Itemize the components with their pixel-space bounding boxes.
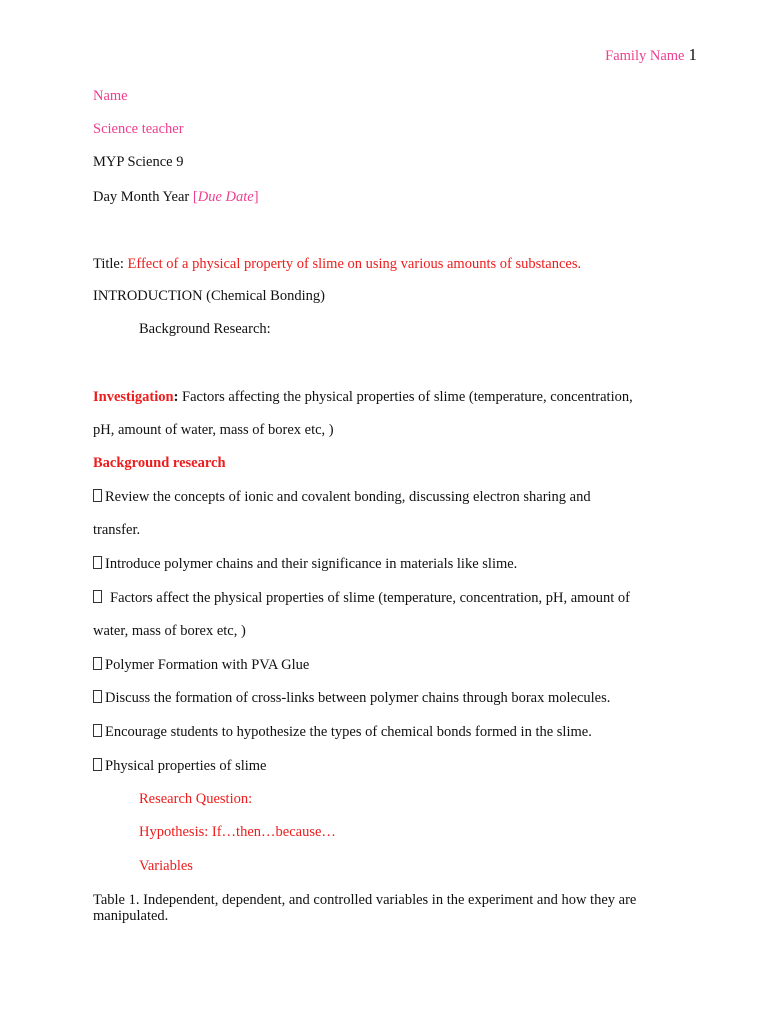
introduction-heading: INTRODUCTION (Chemical Bonding) (93, 288, 325, 304)
research-question: Research Question: (139, 791, 253, 807)
bullet-7 (93, 757, 266, 775)
bullet-box-icon (93, 724, 102, 737)
investigation-colon: : (173, 389, 179, 405)
due-date: Due Date (197, 189, 254, 205)
page-header (605, 45, 697, 66)
background-research-heading: Background Research: (139, 321, 271, 337)
date-text: Day Month Year (93, 189, 193, 205)
bracket-close: ] (253, 189, 259, 205)
page-number: 1 (688, 45, 697, 64)
bullet-3-line-1 (93, 589, 630, 607)
bullet-box-icon (93, 556, 102, 569)
bullet-box-icon (93, 657, 102, 670)
bullet-3-text: Factors affect the physical properties of slime (temperature, concentration, pH, amount of (110, 590, 630, 606)
title-label: Title: (93, 256, 128, 272)
investigation-text: Factors affecting the physical properties of slime (temperature, concentration, (178, 389, 633, 405)
bullet-box-icon (93, 489, 102, 502)
bullet-box-icon (93, 590, 102, 603)
hypothesis: Hypothesis: If…then…because… (139, 824, 336, 840)
background-research-label: Background research (93, 455, 226, 471)
bullet-4 (93, 656, 309, 674)
bracket-open: [ (192, 189, 198, 205)
title-text: Effect of a physical property of slime on using various amounts of substances. (127, 256, 582, 272)
variables-heading: Variables (139, 858, 193, 874)
bullet-5 (93, 689, 610, 707)
course-name: MYP Science 9 (93, 154, 184, 170)
investigation-label: Investigation (93, 389, 174, 405)
title-line (93, 255, 581, 273)
student-name: Name (93, 88, 128, 104)
bullet-box-icon (93, 758, 102, 771)
date-line (93, 188, 259, 206)
science-teacher: Science teacher (93, 121, 184, 137)
table-caption: Table 1. Independent, dependent, and controlled variables in the experiment and how they are manipulated. (93, 892, 637, 924)
bullet-2-text: Introduce polymer chains and their significance in materials like slime. (105, 556, 518, 572)
family-name-header: Family Name (605, 48, 685, 64)
bullet-1-line-1 (93, 488, 591, 506)
bullet-7-text: Physical properties of slime (105, 758, 267, 774)
investigation-line-2: pH, amount of water, mass of borex etc, ) (93, 422, 334, 438)
bullet-1-line-2: transfer. (93, 522, 141, 538)
investigation-line-1 (93, 388, 633, 406)
bullet-6-text: Encourage students to hypothesize the types of chemical bonds formed in the slime. (105, 724, 592, 740)
bullet-5-text: Discuss the formation of cross-links between polymer chains through borax molecules. (105, 690, 611, 706)
bullet-4-text: Polymer Formation with PVA Glue (105, 657, 310, 673)
bullet-2 (93, 555, 517, 573)
bullet-3-line-2: water, mass of borex etc, ) (93, 623, 246, 639)
bullet-6 (93, 723, 592, 741)
bullet-1-text: Review the concepts of ionic and covalent bonding, discussing electron sharing and (105, 489, 591, 505)
bullet-box-icon (93, 690, 102, 703)
